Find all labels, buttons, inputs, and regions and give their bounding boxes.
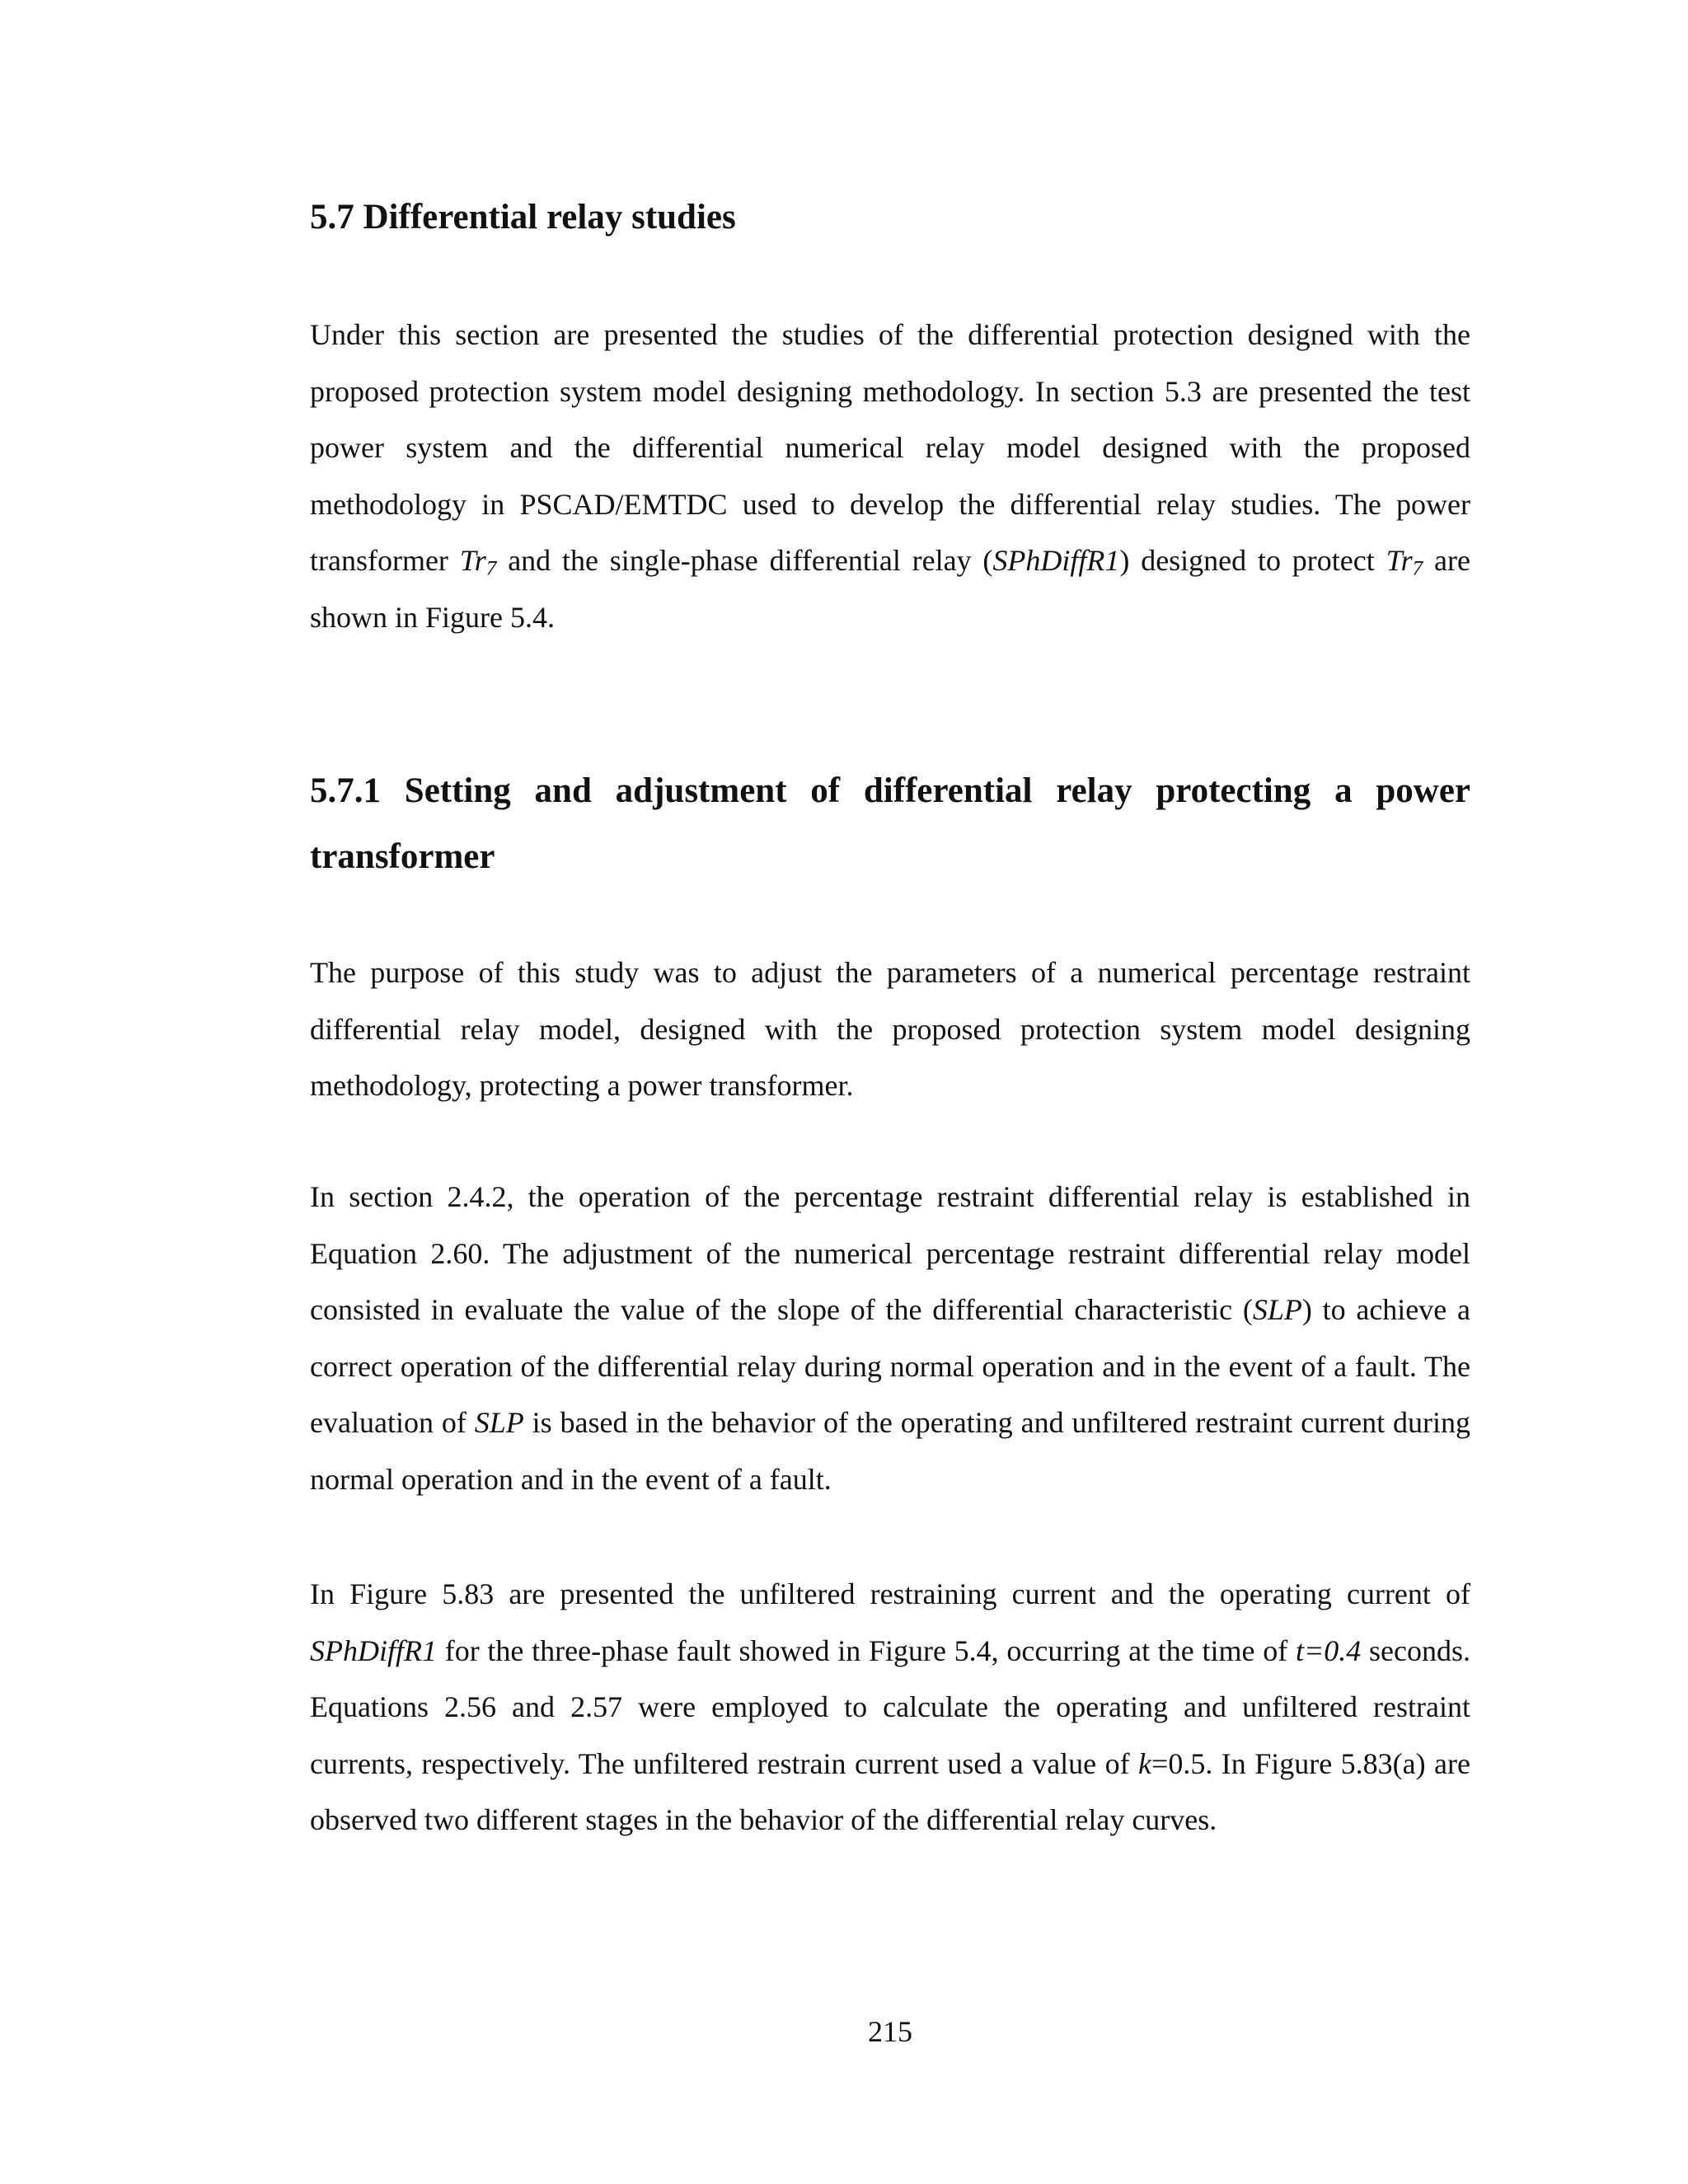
transformer-symbol: $Tr_7$ bbox=[1386, 544, 1423, 580]
paragraph-intro-text-2: and the single-phase differential relay ( bbox=[496, 544, 993, 577]
transformer-subscript: 7 bbox=[1412, 557, 1423, 580]
paragraph-figure-discussion bbox=[310, 1566, 1470, 1849]
transformer-subscript: 7 bbox=[485, 557, 497, 580]
time-value: t=0.4 bbox=[1295, 1633, 1362, 1667]
document-page bbox=[310, 0, 1470, 2184]
paragraph-purpose: The purpose of this study was to adjust the parameters of a numerical percentage restraint differential relay model, designed with the proposed protection system model designing methodology, protecting a power transformer. bbox=[310, 956, 1470, 1102]
paragraph-figure-text-4: =0.5. In Figure 5.83(a) are observed two different stages in the behavior of the differential relay curves. bbox=[310, 1746, 1470, 1836]
section-heading: 5.7 Differential relay studies bbox=[310, 198, 736, 237]
k-symbol: k bbox=[1138, 1746, 1152, 1780]
paragraph-intro-text-4: are shown in Figure 5.4. bbox=[310, 544, 1470, 634]
transformer-symbol: $Tr_7$ bbox=[459, 544, 497, 580]
slope-symbol: SLP bbox=[474, 1406, 524, 1439]
paragraph-intro-text-3: ) designed to protect bbox=[1119, 544, 1386, 577]
paragraph-adjustment-text-3: is based in the behavior of the operating and unfiltered restraint current during normal operation and in the event of a fault. bbox=[310, 1406, 1471, 1496]
paragraph-figure-text-1: In Figure 5.83 are presented the unfiltered restraining current and the operating current of bbox=[310, 1577, 1470, 1610]
paragraph-adjustment-text-2: ) to achieve a correct operation of the differential relay during normal operation and in the event of a fault. The evaluation of bbox=[310, 1293, 1470, 1439]
paragraph-intro-text-1: Under this section are presented the studies of the differential protection designed with the proposed protection system model designing methodology. In section 5.3 are presented the test power system and the differential numerical relay model designed with the proposed methodology in PSCAD/EMTDC used to develop the differential relay studies. The power transformer bbox=[310, 318, 1470, 577]
subsection-heading: 5.7.1 Setting and adjustment of differential relay protecting a power transformer bbox=[310, 771, 1470, 876]
page-number: 215 bbox=[868, 2015, 912, 2048]
paragraph-figure-text-2: for the three-phase fault showed in Figure 5.4, occurring at the time of bbox=[436, 1633, 1296, 1667]
paragraph-adjustment-text-1: In section 2.4.2, the operation of the percentage restraint differential relay is established in Equation 2.60. The adjustment of the numerical percentage restraint differential relay model consisted in evaluate the value of the slope of the differential characteristic ( bbox=[310, 1180, 1470, 1326]
paragraph-figure-text-3: seconds. Equations 2.56 and 2.57 were employed to calculate the operating and unfiltered restraint currents, respectively. The unfiltered restrain current used a value of bbox=[310, 1633, 1470, 1780]
paragraph-adjustment bbox=[310, 1169, 1470, 1507]
relay-name: SPhDiffR1 bbox=[992, 544, 1120, 577]
relay-name: SPhDiffR1 bbox=[310, 1633, 437, 1667]
slope-symbol: SLP bbox=[1252, 1293, 1302, 1326]
paragraph-intro bbox=[310, 307, 1470, 645]
